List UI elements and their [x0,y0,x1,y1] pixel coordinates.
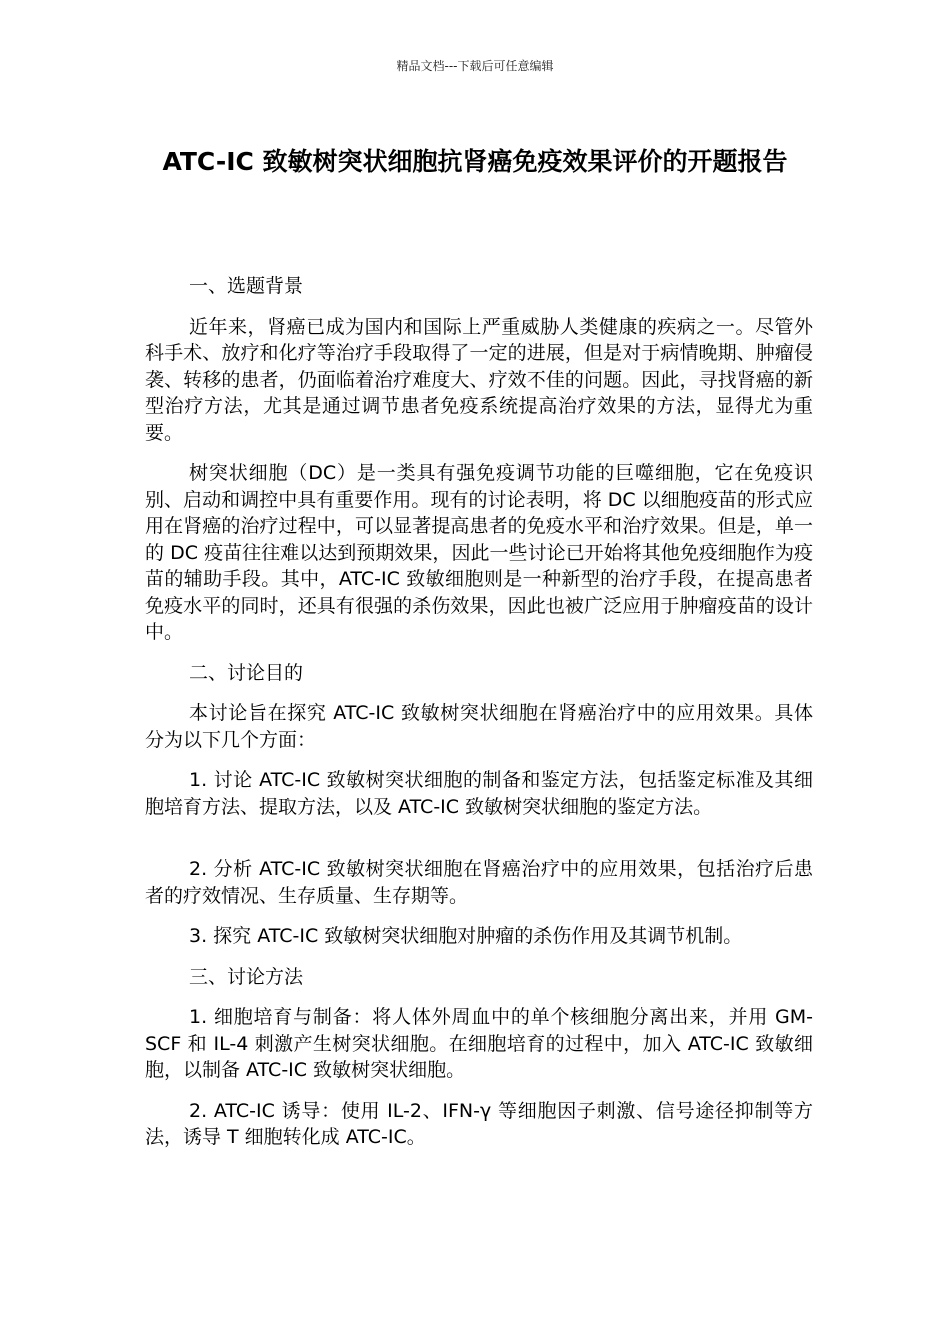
document-title: ATC-IC 致敏树突状细胞抗肾癌免疫效果评价的开题报告 [162,147,788,176]
paragraph-background-1: 近年来，肾癌已成为国内和国际上严重威胁人类健康的疾病之一。尽管外科手术、放疗和化疗等治疗手段取得了一定的进展，但是对于病情晚期、肿瘤侵袭、转移的患者，仍面临着治疗难度大、疗效不佳的问题。因此，寻找肾癌的新型治疗方法，尤其是通过调节患者免疫系统提高治疗效果的方法，显得尤为重要。 [145,315,813,444]
section-heading-purpose: 二、讨论目的 [189,661,304,684]
header-note: 精品文档---下载后可任意编辑 [396,59,554,73]
paragraph-purpose-intro: 本讨论旨在探究 ATC-IC 致敏树突状细胞在肾癌治疗中的应用效果。具体分为以下几个方面： [145,702,813,751]
list-item-purpose-1: 1. 讨论 ATC-IC 致敏树突状细胞的制备和鉴定方法，包括鉴定标准及其细胞培育方法、提取方法，以及 ATC-IC 致敏树突状细胞的鉴定方法。 [145,769,813,818]
document-body [145,273,813,1165]
paragraph-background-2: 树突状细胞（DC）是一类具有强免疫调节功能的巨噬细胞，它在免疫识别、启动和调控中具有重要作用。现有的讨论表明，将 DC 以细胞疫苗的形式应用在肾癌的治疗过程中，可以显著提高患者的免疫水平和治疗效果。但是，单一的 DC 疫苗往往难以达到预期效果，因此一些讨论已开始将其他免疫细胞作为疫苗的辅助手段。其中，ATC-IC 致敏细胞则是一种新型的治疗手段，在提高患者免疫水平的同时，还具有很强的杀伤效果，因此也被广泛应用于肿瘤疫苗的设计中。 [145,462,813,643]
list-item-purpose-2: 2. 分析 ATC-IC 致敏树突状细胞在肾癌治疗中的应用效果，包括治疗后患者的疗效情况、生存质量、生存期等。 [145,858,813,907]
list-item-purpose-3: 3. 探究 ATC-IC 致敏树突状细胞对肿瘤的杀伤作用及其调节机制。 [189,925,743,947]
list-item-method-2: 2. ATC-IC 诱导：使用 IL-2、IFN-γ 等细胞因子刺激、信号途径抑制等方法，诱导 T 细胞转化成 ATC-IC。 [145,1099,813,1148]
section-heading-background: 一、选题背景 [189,275,304,297]
section-heading-methods: 三、讨论方法 [189,965,304,988]
list-item-method-1: 1. 细胞培育与制备：将人体外周血中的单个核细胞分离出来，并用 GM-SCF 和 IL-4 刺激产生树突状细胞。在细胞培育的过程中，加入 ATC-IC 致敏细胞，以制备 ATC-IC 致敏树突状细胞。 [145,1006,813,1081]
